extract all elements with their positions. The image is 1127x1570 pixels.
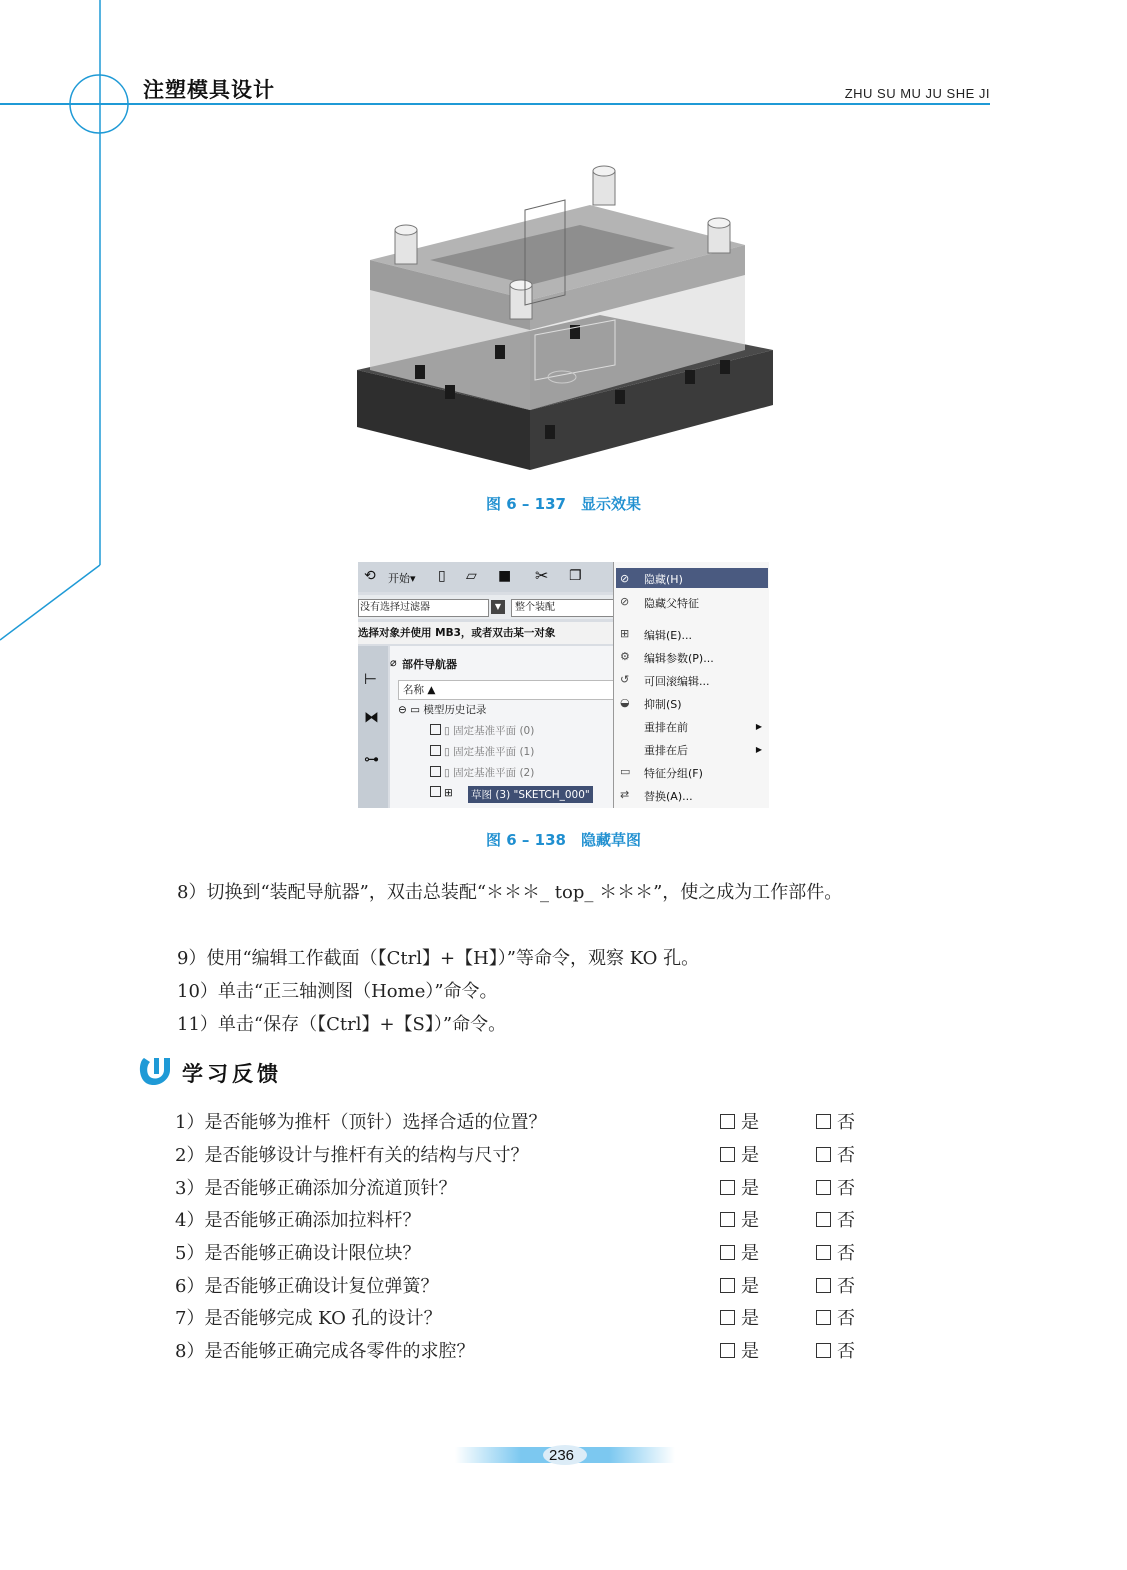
yes-option[interactable] <box>720 1206 759 1232</box>
feedback-section-icon <box>136 1054 174 1088</box>
yes-label: 是 <box>741 1276 759 1297</box>
tree-root-label: 模型历史记录 <box>423 704 487 716</box>
hide-icon: ⊘ <box>620 572 630 585</box>
menu-item-reorder-after[interactable]: 重排在后 <box>644 744 688 757</box>
no-label: 否 <box>837 1276 855 1297</box>
rollback-icon: ↺ <box>620 673 630 686</box>
step-8: 8）切换到“装配导航器”，双击总装配“＊＊＊_ top_ ＊＊＊”，使之成为工作部件。 <box>177 882 843 903</box>
checkbox-icon[interactable] <box>816 1278 831 1293</box>
step-10: 10）单击“正三轴测图（Home）”命令。 <box>177 981 498 1002</box>
mold-assembly-image <box>355 165 775 475</box>
status-hint: 选择对象并使用 MB3，或者双击某一对象 <box>358 622 613 644</box>
book-subtitle: ZHU SU MU JU SHE JI <box>844 86 990 101</box>
yes-option[interactable] <box>720 1337 759 1363</box>
yes-option[interactable] <box>720 1141 759 1167</box>
yes-label: 是 <box>741 1341 759 1362</box>
question-text: 1）是否能够为推杆（顶针）选择合适的位置？ <box>175 1112 547 1133</box>
cut-icon[interactable]: ✂ <box>535 566 549 585</box>
tree-item[interactable]: ▯ 固定基准平面 (2) <box>430 765 534 780</box>
tree-item-label: 固定基准平面 (1) <box>453 746 535 758</box>
resource-bar <box>358 646 388 808</box>
checkbox-icon[interactable] <box>816 1180 831 1195</box>
no-option[interactable] <box>816 1174 855 1200</box>
replace-icon: ⇄ <box>620 788 630 801</box>
checkbox-icon[interactable] <box>816 1212 831 1227</box>
tree-root[interactable]: ⊖ ▭ 模型历史记录 <box>398 704 487 716</box>
yes-label: 是 <box>741 1243 759 1264</box>
constraint-navigator-icon[interactable]: ⧓ <box>364 708 379 726</box>
question-text: 6）是否能够正确设计复位弹簧？ <box>175 1276 439 1297</box>
yes-label: 是 <box>741 1145 759 1166</box>
no-label: 否 <box>837 1243 855 1264</box>
yes-option[interactable] <box>720 1272 759 1298</box>
feedback-row <box>175 1141 875 1171</box>
question-text: 5）是否能够正确设计限位块？ <box>175 1243 421 1264</box>
feedback-row <box>175 1239 875 1269</box>
tree-item[interactable]: ▯ 固定基准平面 (0) <box>430 723 534 738</box>
save-icon[interactable]: ■ <box>498 568 512 584</box>
yes-label: 是 <box>741 1178 759 1199</box>
feedback-row <box>175 1304 875 1334</box>
question-text: 8）是否能够正确完成各零件的求腔？ <box>175 1341 475 1362</box>
copy-icon[interactable]: ❐ <box>569 568 582 584</box>
feedback-row <box>175 1337 875 1367</box>
hide-parents-icon: ⊘ <box>620 595 630 608</box>
checkbox-icon[interactable] <box>720 1212 735 1227</box>
checkbox-icon[interactable] <box>430 766 441 777</box>
menu-item-hide-parents[interactable]: 隐藏父特征 <box>644 597 699 610</box>
checkbox-icon[interactable] <box>720 1310 735 1325</box>
software-screenshot <box>358 562 769 808</box>
page-number: 236 <box>549 1447 575 1464</box>
feedback-row <box>175 1272 875 1302</box>
yes-option[interactable] <box>720 1108 759 1134</box>
pin-icon[interactable]: ⌀ <box>390 656 397 669</box>
checkbox-icon[interactable] <box>816 1310 831 1325</box>
checkbox-icon[interactable] <box>430 786 441 797</box>
step-9: 9）使用“编辑工作截面（【Ctrl】+【H】）”等命令，观察 KO 孔。 <box>177 948 700 969</box>
filter-select[interactable]: 没有选择过滤器 <box>358 599 489 617</box>
part-navigator-panel <box>390 646 613 808</box>
edit-icon: ⊞ <box>620 627 630 640</box>
checkbox-icon[interactable] <box>720 1114 735 1129</box>
menu-item-hide[interactable]: 隐藏(H) <box>644 573 683 586</box>
figure-caption-137: 图 6 – 137 显示效果 <box>486 495 641 513</box>
checkbox-icon[interactable] <box>720 1245 735 1260</box>
tree-item[interactable]: ▯ 固定基准平面 (1) <box>430 744 534 759</box>
menu-item-edit[interactable]: 编辑(E)... <box>644 629 693 642</box>
menu-item-feature-group[interactable]: 特征分组(F) <box>644 767 703 780</box>
no-option[interactable] <box>816 1141 855 1167</box>
checkbox-icon[interactable] <box>816 1114 831 1129</box>
yes-label: 是 <box>741 1210 759 1231</box>
menu-item-suppress[interactable]: 抑制(S) <box>644 698 682 711</box>
submenu-arrow-icon: ▶ <box>755 722 762 731</box>
part-navigator-icon[interactable]: ⊶ <box>364 750 379 768</box>
submenu-arrow-icon: ▶ <box>755 745 762 754</box>
no-option[interactable] <box>816 1108 855 1134</box>
figure-caption-138: 图 6 – 138 隐藏草图 <box>486 831 641 849</box>
tree-item-label: 固定基准平面 (2) <box>453 767 535 779</box>
checkbox-icon[interactable] <box>720 1180 735 1195</box>
menu-item-edit-params[interactable]: 编辑参数(P)... <box>644 652 714 665</box>
feedback-row <box>175 1108 875 1138</box>
edit-params-icon: ⚙ <box>620 650 630 663</box>
start-icon[interactable]: ⟲ <box>364 568 376 584</box>
yes-label: 是 <box>741 1112 759 1133</box>
menu-item-rollback[interactable]: 可回滚编辑... <box>644 675 710 688</box>
new-file-icon[interactable]: ▯ <box>438 568 446 584</box>
start-menu[interactable]: 开始▾ <box>388 572 416 585</box>
tree-item-label: 固定基准平面 (0) <box>453 725 535 737</box>
feature-group-icon: ▭ <box>620 765 631 778</box>
no-option[interactable] <box>816 1304 855 1330</box>
column-header-name[interactable]: 名称 ▲ <box>398 680 619 700</box>
dropdown-arrow-icon[interactable]: ▼ <box>491 600 505 614</box>
toolbar <box>358 562 616 592</box>
no-option[interactable] <box>816 1206 855 1232</box>
checkbox-icon[interactable] <box>816 1245 831 1260</box>
context-menu <box>613 562 769 808</box>
tree-item-sketch[interactable]: ⊞ <box>430 786 453 799</box>
assembly-navigator-icon[interactable]: ⊢ <box>364 670 378 688</box>
no-label: 否 <box>837 1178 855 1199</box>
navigator-title: 部件导航器 <box>402 658 457 671</box>
menu-item-reorder-before[interactable]: 重排在前 <box>644 721 688 734</box>
yes-option[interactable] <box>720 1174 759 1200</box>
checkbox-icon[interactable] <box>720 1147 735 1162</box>
no-label: 否 <box>837 1341 855 1362</box>
book-title: 注塑模具设计 <box>143 78 275 102</box>
checkbox-icon[interactable] <box>720 1278 735 1293</box>
step-11: 11）单击“保存（【Ctrl】+【S】）”命令。 <box>177 1014 507 1035</box>
no-label: 否 <box>837 1145 855 1166</box>
no-option[interactable] <box>816 1337 855 1363</box>
checkbox-icon[interactable] <box>430 724 441 735</box>
checkbox-icon[interactable] <box>430 745 441 756</box>
checkbox-icon[interactable] <box>720 1343 735 1358</box>
question-text: 7）是否能够完成 KO 孔的设计？ <box>175 1308 442 1329</box>
question-text: 3）是否能够正确添加分流道顶针？ <box>175 1178 457 1199</box>
selection-filter-bar <box>358 595 613 619</box>
sketch-item-label[interactable]: 草图 (3) "SKETCH_000" <box>468 786 593 803</box>
question-text: 4）是否能够正确添加拉料杆？ <box>175 1210 421 1231</box>
menu-highlight <box>616 568 768 588</box>
feedback-row <box>175 1174 875 1204</box>
scope-select[interactable]: 整个装配 <box>511 599 614 617</box>
no-label: 否 <box>837 1308 855 1329</box>
no-label: 否 <box>837 1210 855 1231</box>
checkbox-icon[interactable] <box>816 1343 831 1358</box>
feedback-row <box>175 1206 875 1236</box>
open-folder-icon[interactable]: ▱ <box>466 568 477 584</box>
no-label: 否 <box>837 1112 855 1133</box>
no-option[interactable] <box>816 1239 855 1265</box>
yes-label: 是 <box>741 1308 759 1329</box>
question-text: 2）是否能够设计与推杆有关的结构与尺寸？ <box>175 1145 529 1166</box>
suppress-icon: ◒ <box>620 696 630 709</box>
no-option[interactable] <box>816 1272 855 1298</box>
yes-option[interactable] <box>720 1304 759 1330</box>
checkbox-icon[interactable] <box>816 1147 831 1162</box>
menu-item-replace[interactable]: 替换(A)... <box>644 790 693 803</box>
yes-option[interactable] <box>720 1239 759 1265</box>
feedback-heading: 学习反馈 <box>182 1062 282 1086</box>
